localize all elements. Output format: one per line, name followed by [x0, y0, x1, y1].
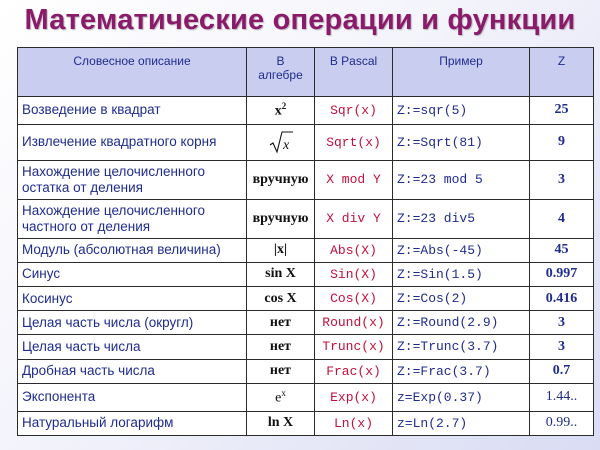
- row-algebra: вручную: [247, 160, 315, 199]
- header-description: Словесное описание: [18, 48, 247, 97]
- row-algebra: [247, 124, 315, 160]
- row-z: 3: [530, 311, 594, 335]
- row-z: 25: [530, 97, 594, 125]
- functions-table: [17, 47, 594, 436]
- table-row: [18, 286, 594, 310]
- row-example: Z:=Abs(-45): [393, 238, 530, 262]
- row-algebra: |x|: [247, 238, 315, 262]
- row-pascal: Ln(x): [315, 411, 393, 435]
- row-example: Z:=23 div5: [393, 199, 530, 238]
- row-example: Z:=Sin(1.5): [393, 262, 530, 286]
- square-root-symbol: [268, 133, 294, 154]
- row-description: Возведение в квадрат: [18, 97, 247, 125]
- row-example: Z:=Trunc(3.7): [393, 335, 530, 359]
- radicand: x: [282, 138, 289, 154]
- table-row: [18, 124, 594, 160]
- table-row: [18, 97, 594, 125]
- row-example: Z:=Frac(3.7): [393, 359, 530, 383]
- page-title: Математические операции и функции: [24, 4, 576, 36]
- row-description: Нахождение целочисленного остатка от деления: [18, 160, 247, 199]
- row-z: 0.7: [530, 359, 594, 383]
- header-example: Пример: [393, 48, 530, 97]
- header-z: Z: [530, 48, 594, 97]
- row-example: Z:=Cos(2): [393, 286, 530, 310]
- row-algebra: sin X: [247, 262, 315, 286]
- row-pascal: Sin(X): [315, 262, 393, 286]
- header-algebra-line1: В: [276, 54, 285, 68]
- row-z: 4: [530, 199, 594, 238]
- row-description: Натуральный логарифм: [18, 411, 247, 435]
- row-description: Целая часть числа: [18, 335, 247, 359]
- row-z: 0.99..: [530, 411, 594, 435]
- row-description: Синус: [18, 262, 247, 286]
- row-z: 1.44..: [530, 383, 594, 411]
- table-row: [18, 411, 594, 435]
- row-pascal: Exp(x): [315, 383, 393, 411]
- row-z: 3: [530, 335, 594, 359]
- row-example: Z:=23 mod 5: [393, 160, 530, 199]
- header-algebra-line2: алгебре: [258, 68, 303, 82]
- row-z: 45: [530, 238, 594, 262]
- row-description: Дробная часть числа: [18, 359, 247, 383]
- row-description: Целая часть числа (округл): [18, 311, 247, 335]
- row-pascal: Trunc(x): [315, 335, 393, 359]
- radical-sign-icon: [268, 130, 294, 154]
- algebra-superscript: x: [281, 387, 286, 398]
- table-row: [18, 160, 594, 199]
- header-algebra: [247, 48, 315, 97]
- algebra-base: e: [275, 390, 282, 406]
- row-pascal: Frac(x): [315, 359, 393, 383]
- header-pascal: В Pascal: [315, 48, 393, 97]
- row-example: Z:=sqr(5): [393, 97, 530, 125]
- row-description: Экспонента: [18, 383, 247, 411]
- row-description: Нахождение целочисленного частного от деления: [18, 199, 247, 238]
- row-pascal: Abs(X): [315, 238, 393, 262]
- row-description: Модуль (абсолютная величина): [18, 238, 247, 262]
- table-row: [18, 383, 594, 411]
- row-pascal: X mod Y: [315, 160, 393, 199]
- table-row: [18, 199, 594, 238]
- row-example: z=Exp(0.37): [393, 383, 530, 411]
- row-example: Z:=Round(2.9): [393, 311, 530, 335]
- row-z: 9: [530, 124, 594, 160]
- row-pascal: Sqrt(x): [315, 124, 393, 160]
- row-algebra: вручную: [247, 199, 315, 238]
- row-pascal: Cos(X): [315, 286, 393, 310]
- row-algebra: cos X: [247, 286, 315, 310]
- row-pascal: Round(x): [315, 311, 393, 335]
- table-header-row: [18, 48, 594, 97]
- row-pascal: X div Y: [315, 199, 393, 238]
- table-row: [18, 335, 594, 359]
- row-algebra: нет: [247, 335, 315, 359]
- row-z: 0.416: [530, 286, 594, 310]
- row-description: Извлечение квадратного корня: [18, 124, 247, 160]
- row-algebra: нет: [247, 359, 315, 383]
- row-example: Z:=Sqrt(81): [393, 124, 530, 160]
- row-pascal: Sqr(x): [315, 97, 393, 125]
- table-row: [18, 359, 594, 383]
- row-algebra: нет: [247, 311, 315, 335]
- algebra-base: x: [274, 103, 282, 119]
- table-row: [18, 311, 594, 335]
- row-z: 3: [530, 160, 594, 199]
- table-row: [18, 238, 594, 262]
- row-description: Косинус: [18, 286, 247, 310]
- row-algebra: ln X: [247, 411, 315, 435]
- row-example: z=Ln(2.7): [393, 411, 530, 435]
- table-row: [18, 262, 594, 286]
- algebra-superscript: 2: [281, 101, 287, 112]
- row-z: 0.997: [530, 262, 594, 286]
- row-algebra: [247, 383, 315, 411]
- row-algebra: [247, 97, 315, 125]
